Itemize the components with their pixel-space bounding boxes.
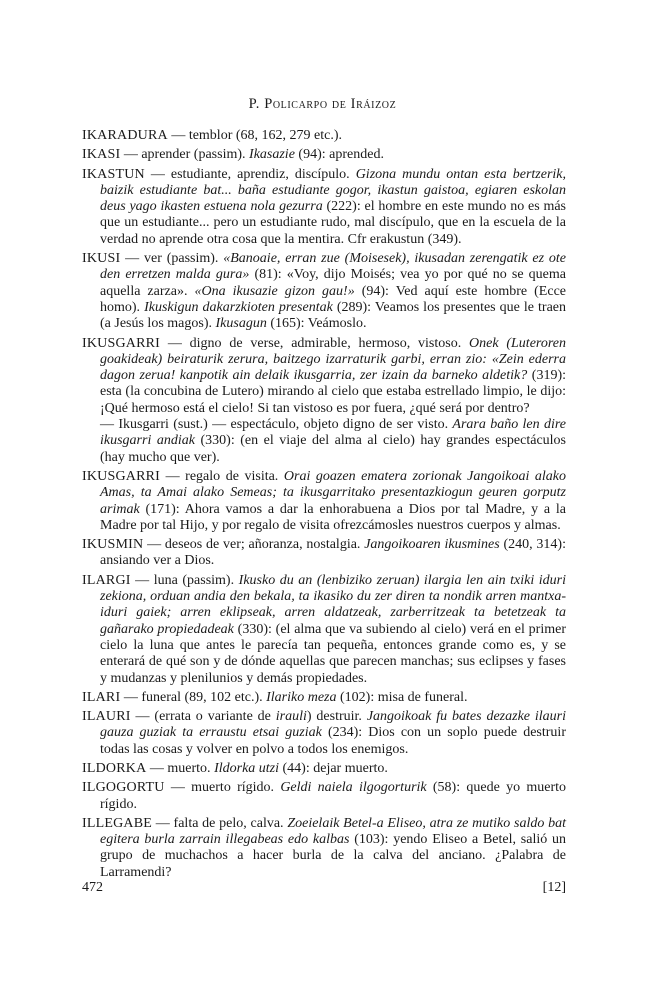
entry-headword: IKASTUN <box>82 166 145 182</box>
basque-citation: Ikuskigun dakarzkioten presentak <box>144 299 333 315</box>
definition-text: — deseos de ver; añoranza, nostalgia. <box>143 537 365 553</box>
basque-citation: Geldi naiela ilgogorturik <box>280 780 427 796</box>
definition-text: (222): el hombre en este mundo no es más que un estudiante... pero un estudiante rudo, mal discípulo, que en la escuela de la verdad no aprende otra cosa que la mentira. Cfr erakustun (349). <box>100 199 566 247</box>
entry-headword: ILGOGORTU <box>82 780 165 796</box>
entry-text <box>82 709 566 758</box>
dictionary-entry <box>82 573 566 687</box>
basque-citation: «Banoaie, erran zue (Moisesek), ikusadan zerengatik ez ote den erretzen malda gura» <box>100 251 566 283</box>
entry-headword: ILDORKA <box>82 760 147 776</box>
dictionary-entry <box>82 469 566 534</box>
definition-text: (171): Ahora vamos a dar la enhorabuena a Dios por tal Madre, y a la Madre por tal Hijo, y por regalo de visita ofrezcámosles nuestros cuerpos y almas. <box>100 501 566 533</box>
dictionary-entry <box>82 761 566 777</box>
definition-text: — muerto rígido. <box>164 780 281 796</box>
definition-text: (103): yendo Eliseo a Betel, salió un grupo de muchachos a hacer burla de la calva del anciano. ¿Palabra de Larramendi? <box>100 832 566 880</box>
dictionary-entry <box>82 709 566 758</box>
entry-text <box>82 251 567 332</box>
header-prefix: P. <box>248 96 265 112</box>
page-number: 472 <box>82 880 103 895</box>
dictionary-entry <box>82 816 566 881</box>
entry-text <box>82 166 566 248</box>
definition-text: (240, 314): ansiando ver a Dios. <box>100 537 566 569</box>
definition-text: — estudiante, aprendiz, discípulo. <box>144 166 356 182</box>
basque-citation: Ikusagun <box>215 316 267 332</box>
definition-text: — temblor (68, 162, 279 etc.). <box>167 128 342 143</box>
definition-text: (234): Dios con un soplo puede destruir todas las cosas y volver en polvo a todos los enemigos. <box>100 725 566 757</box>
definition-text: — funeral (89, 102 etc.). <box>120 689 267 705</box>
definition-text: — luna (passim). <box>130 572 239 588</box>
entry-headword: IKARADURA <box>82 128 168 143</box>
definition-text: (44): dejar muerto. <box>279 760 388 776</box>
running-header <box>0 96 645 113</box>
definition-text: (58): quede yo muerto rígido. <box>100 780 567 812</box>
definition-text: (289): Veamos los presentes que le traen (a Jesús los magos). <box>100 299 567 332</box>
basque-citation: Ikusko du an (lenbiziko zeruan) ilargia len ain txiki iduri zekiona, orduan andia den bekala, ta ikasiko du zer diren ta nondik arren mantxa-iduri gaiek; arren eklipseak, arren aldatzeak, zarberritzeak ta betetzeak ta gañarako propiedadeak <box>100 572 566 637</box>
basque-citation: Jangoikoak fu bates dezazke ilauri gauza guziak ta erraustu etsai guziak <box>100 709 566 741</box>
dictionary-entry <box>82 167 566 248</box>
definition-text: — (errata o variante de <box>130 709 276 725</box>
definition-text: — digno de verse, admirable, hermoso, vistoso. <box>160 335 470 351</box>
basque-citation: Onek (Luteroren goakideak) beiraturik zerura, baitzego izarraturik garbi, erran zio: «Zein ederra dagon zerua! kanpotik ain delaik ikusgarria, zer izain da barneko aldetik? <box>100 335 566 384</box>
definition-text: (330): (en el viaje del alma al cielo) hay grandes espectáculos (hay mucho que ver). <box>100 433 566 465</box>
definition-text: — Ikusgarri (sust.) — espectáculo, objeto digno de ser visto. <box>100 417 453 433</box>
entry-text <box>82 335 566 417</box>
entry-subsense <box>100 417 566 466</box>
entry-headword: IKUSGARRI <box>82 335 161 351</box>
definition-text: ) destruir. <box>306 709 367 725</box>
dictionary-entry <box>82 251 566 332</box>
definition-text: (319): esta (la concubina de Lutero) mirando al cielo que estaba estrellado limpio, le dijo: ¡Qué hermoso está el cielo! Si tan vistoso es por fuera, ¿qué será por dentro? <box>100 368 566 416</box>
dictionary-entry <box>82 147 566 163</box>
dictionary-entry <box>82 537 566 570</box>
basque-citation: Gizona mundu ontan esta bertzerik, baizik estudiante bat... baña estudiante gogor, ikastun gaistoa, egiaren eskolan deus yago ikasten estuena nola gezurra <box>100 166 566 215</box>
entry-text <box>82 572 567 687</box>
basque-citation: «Ona ikusazie gizon gau!» <box>194 283 355 299</box>
entry-headword: IKUSI <box>82 251 121 267</box>
entry-headword: IKUSMIN <box>82 537 144 553</box>
definition-text: (330): (el alma que va subiendo al cielo) verá en el primer cielo la luna que antes le parecía tan pequeña, entonces grande como es, y se enterará de qué son y de dónde aquellas que parecen manchas; sus eclipses y fases y mudanzas y plenilunios y demás propiedades. <box>100 621 567 686</box>
definition-text: (94): aprended. <box>294 147 384 163</box>
entry-text <box>82 537 566 570</box>
entry-headword: IKASI <box>82 147 121 163</box>
dictionary-entries <box>82 128 566 884</box>
entry-text <box>82 689 566 706</box>
entry-headword: ILLEGABE <box>82 815 153 831</box>
entry-text <box>82 128 566 144</box>
basque-citation: Arara baño len dire ikusgarri andiak <box>100 417 567 449</box>
entry-headword: ILAURI <box>82 709 131 725</box>
entry-text <box>82 147 566 163</box>
definition-text: — muerto. <box>146 760 215 776</box>
definition-text: — regalo de visita. <box>160 468 284 484</box>
definition-text: — falta de pelo, calva. <box>152 815 288 831</box>
definition-text: — aprender (passim). <box>120 147 250 163</box>
basque-citation: Orai goazen ematera zorionak Jangoikoai alako Amas, ta Amai alako Semeas; ta ikusgarritako presentazkiogun geuren gorputz arimak <box>100 468 567 517</box>
basque-citation: Ildorka utzi <box>214 760 280 776</box>
basque-citation: Zoeielaik Betel-a Eliseo, atra ze mutiko saldo bat egitera burla zarrain illegabeas edo kalbas <box>100 815 567 848</box>
definition-text: (94): Ved aquí este hombre (Ecce homo). <box>100 283 566 315</box>
entry-headword: ILARI <box>82 689 121 705</box>
definition-text: (165): Veámoslo. <box>266 316 367 332</box>
entry-text <box>82 780 567 813</box>
basque-citation: Jangoikoaren ikusmines <box>364 537 500 553</box>
definition-text: (102): misa de funeral. <box>336 689 468 705</box>
entry-headword: ILARGI <box>82 572 131 588</box>
entry-text <box>82 468 567 534</box>
dictionary-entry <box>82 780 566 813</box>
dictionary-entry <box>82 690 566 706</box>
signature-mark: [12] <box>542 880 566 895</box>
basque-citation: irauli <box>275 709 307 725</box>
definition-text: — ver (passim). <box>120 251 224 267</box>
dictionary-entry <box>82 128 566 144</box>
definition-text: (81): «Voy, dijo Moisés; vea yo por qué no se quema aquella zarza». <box>100 267 566 299</box>
entry-text <box>82 815 567 881</box>
dictionary-entry <box>82 336 566 466</box>
header-author-name: Policarpo de Iráizoz <box>264 96 397 112</box>
basque-citation: Ikasazie <box>249 147 295 163</box>
entry-headword: IKUSGARRI <box>82 468 161 484</box>
basque-citation: Ilariko meza <box>266 689 337 705</box>
entry-text <box>82 760 566 777</box>
